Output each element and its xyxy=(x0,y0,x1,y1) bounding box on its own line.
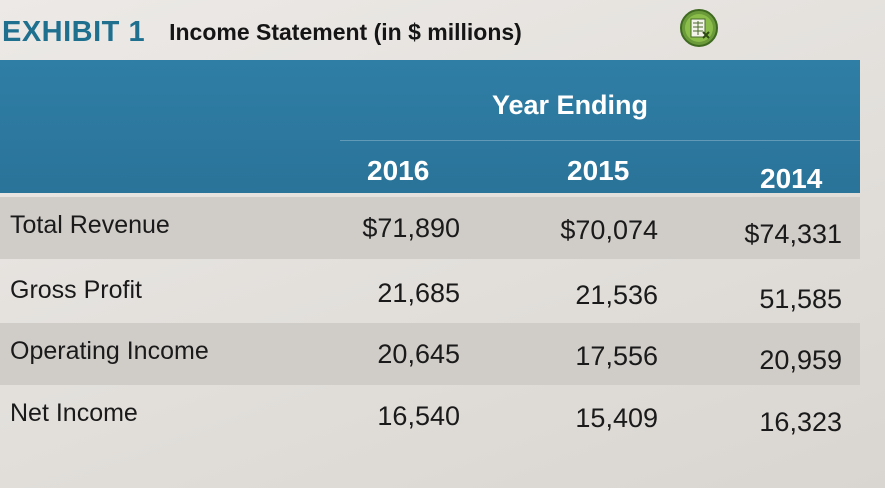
cell-2016: 21,685 xyxy=(377,278,460,308)
cell-2016: 16,540 xyxy=(377,401,460,431)
row-label: Operating Income xyxy=(10,337,209,365)
spreadsheet-icon[interactable] xyxy=(677,8,721,48)
cell-2014: 51,585 xyxy=(759,284,842,314)
table-header xyxy=(0,60,860,193)
header-divider xyxy=(340,140,860,141)
exhibit-label: EXHIBIT 1 xyxy=(2,15,146,48)
cell-2015: 21,536 xyxy=(575,280,658,310)
row-label: Gross Profit xyxy=(10,276,142,304)
year-ending-header: Year Ending xyxy=(492,90,649,120)
year-2015-header: 2015 xyxy=(567,155,630,186)
cell-2014: 16,323 xyxy=(759,407,842,437)
cell-2015: 17,556 xyxy=(575,341,658,371)
table-row-operating-income xyxy=(0,323,860,385)
row-label: Net Income xyxy=(10,399,138,427)
table-row-total-revenue xyxy=(0,197,860,259)
exhibit-title: Income Statement (in $ millions) xyxy=(169,18,522,45)
year-2016-header: 2016 xyxy=(367,155,430,186)
cell-2015: 15,409 xyxy=(575,403,658,433)
cell-2016: $71,890 xyxy=(362,213,460,243)
table-row-gross-profit xyxy=(0,262,860,324)
exhibit-header xyxy=(0,10,885,54)
row-label: Total Revenue xyxy=(10,211,170,239)
cell-2014: $74,331 xyxy=(744,219,842,249)
cell-2016: 20,645 xyxy=(377,339,460,369)
cell-2014: 20,959 xyxy=(759,345,842,375)
year-2014-header: 2014 xyxy=(760,163,823,194)
cell-2015: $70,074 xyxy=(560,215,658,245)
table-row-net-income xyxy=(0,385,860,447)
